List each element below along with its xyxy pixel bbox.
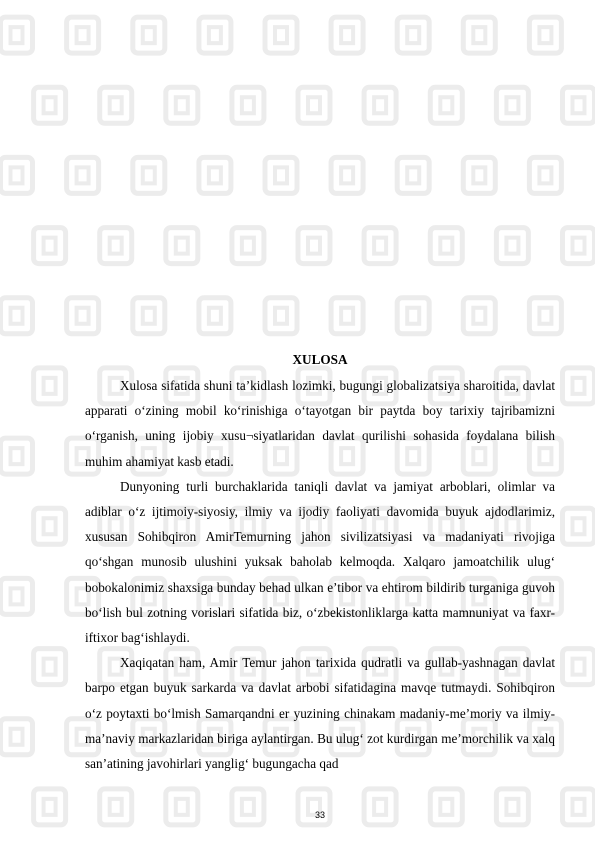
watermark-logo-icon	[166, 228, 198, 264]
watermark-logo-icon	[100, 87, 132, 123]
watermark-logo-icon	[133, 157, 165, 193]
watermark-logo-icon	[34, 508, 66, 544]
watermark-logo-icon	[331, 17, 363, 53]
watermark-logo-icon	[199, 298, 231, 334]
watermark-logo-icon	[563, 368, 595, 404]
document-body	[85, 346, 555, 776]
watermark-logo-icon	[563, 508, 595, 544]
watermark-logo-icon	[1, 298, 33, 334]
watermark-logo-icon	[529, 298, 561, 334]
watermark-logo-icon	[1, 438, 33, 474]
watermark-logo-icon	[1, 17, 33, 53]
watermark-logo-icon	[463, 17, 495, 53]
watermark-logo-icon	[166, 87, 198, 123]
watermark-logo-icon	[265, 157, 297, 193]
watermark-logo-icon	[34, 368, 66, 404]
watermark-logo-icon	[34, 649, 66, 685]
watermark-logo-icon	[67, 298, 99, 334]
watermark-logo-icon	[100, 228, 132, 264]
watermark-logo-icon	[563, 228, 595, 264]
watermark-logo-icon	[364, 87, 396, 123]
watermark-logo-icon	[199, 157, 231, 193]
watermark-logo-icon	[430, 228, 462, 264]
watermark-logo-icon	[463, 157, 495, 193]
paragraph-3: Xaqiqatan ham, Amir Temur jahon tarixida qudratli va gullab-yashnagan davlat barpo etgan buyuk sarkarda va davlat arbobi sifatidagina mavqe tutmaydi. Sohibqiron o‘z poytaxti bo‘lmish Samarqandni er yuzining chinakam madaniy-me’moriy va ilmiy-ma’naviy markazlaridan biriga aylantirgan. Bu ulug‘ zot kurdirgan me’morchilik va xalq san’atining javohirlari yanglig‘ bugungacha qad	[85, 655, 555, 772]
watermark-logo-icon	[397, 17, 429, 53]
watermark-logo-icon	[397, 157, 429, 193]
paragraph-1: Xulosa sifatida shuni ta’kidlash lozimki, bugungi globalizatsiya sharoitida, davlat apparati o‘zining mobil ko‘rinishiga o‘tayotgan bir paytda boy tarixiy tajribamizni o‘rganish, uning ijobiy xusu¬siyatlaridan davlat qurilishi sohasida foydalana bilish muhim ahamiyat kasb etadi.	[85, 378, 555, 469]
watermark-logo-icon	[298, 228, 330, 264]
watermark-logo-icon	[463, 298, 495, 334]
watermark-logo-icon	[1, 157, 33, 193]
watermark-logo-icon	[199, 17, 231, 53]
watermark-logo-icon	[1, 578, 33, 614]
watermark-logo-icon	[133, 298, 165, 334]
watermark-logo-icon	[496, 87, 528, 123]
watermark-logo-icon	[232, 228, 264, 264]
watermark-logo-icon	[298, 87, 330, 123]
watermark-logo-icon	[397, 298, 429, 334]
watermark-logo-icon	[529, 157, 561, 193]
watermark-logo-icon	[265, 17, 297, 53]
paragraph-2: Dunyoning turli burchaklarida taniqli davlat va jamiyat arboblari, olimlar va adiblar o‘z ijtimoiy-siyosiy, ilmiy va ijodiy faoliyati davomida buyuk ajdodlarimiz, xususan Sohibqiron AmirTemurning jahon sivilizatsiyasi va madaniyati rivojiga qo‘shgan munosib ulushini yuksak baholab kelmoqda. Xalqaro jamoatchilik ulug‘ bobokalonimiz shaxsiga bunday behad ulkan e’tibor va ehtirom bildirib turganiga guvoh bo‘lish bul zotning vorislari sifatida biz, o‘zbekistonliklarga katta mamnuniyat va faxr-iftixor bag‘ishlaydi.	[85, 478, 555, 646]
watermark-logo-icon	[1, 719, 33, 755]
watermark-logo-icon	[232, 87, 264, 123]
watermark-logo-icon	[496, 228, 528, 264]
watermark-logo-icon	[67, 157, 99, 193]
watermark-logo-icon	[67, 17, 99, 53]
watermark-logo-icon	[133, 17, 165, 53]
watermark-logo-icon	[265, 298, 297, 334]
page-number: 33	[314, 810, 325, 820]
watermark-logo-icon	[34, 87, 66, 123]
watermark-logo-icon	[331, 298, 363, 334]
section-heading: XULOSA	[292, 352, 348, 367]
watermark-logo-icon	[529, 17, 561, 53]
watermark-logo-icon	[563, 649, 595, 685]
watermark-logo-icon	[331, 157, 363, 193]
watermark-logo-icon	[364, 228, 396, 264]
watermark-logo-icon	[430, 87, 462, 123]
watermark-logo-icon	[563, 87, 595, 123]
watermark-logo-icon	[34, 228, 66, 264]
